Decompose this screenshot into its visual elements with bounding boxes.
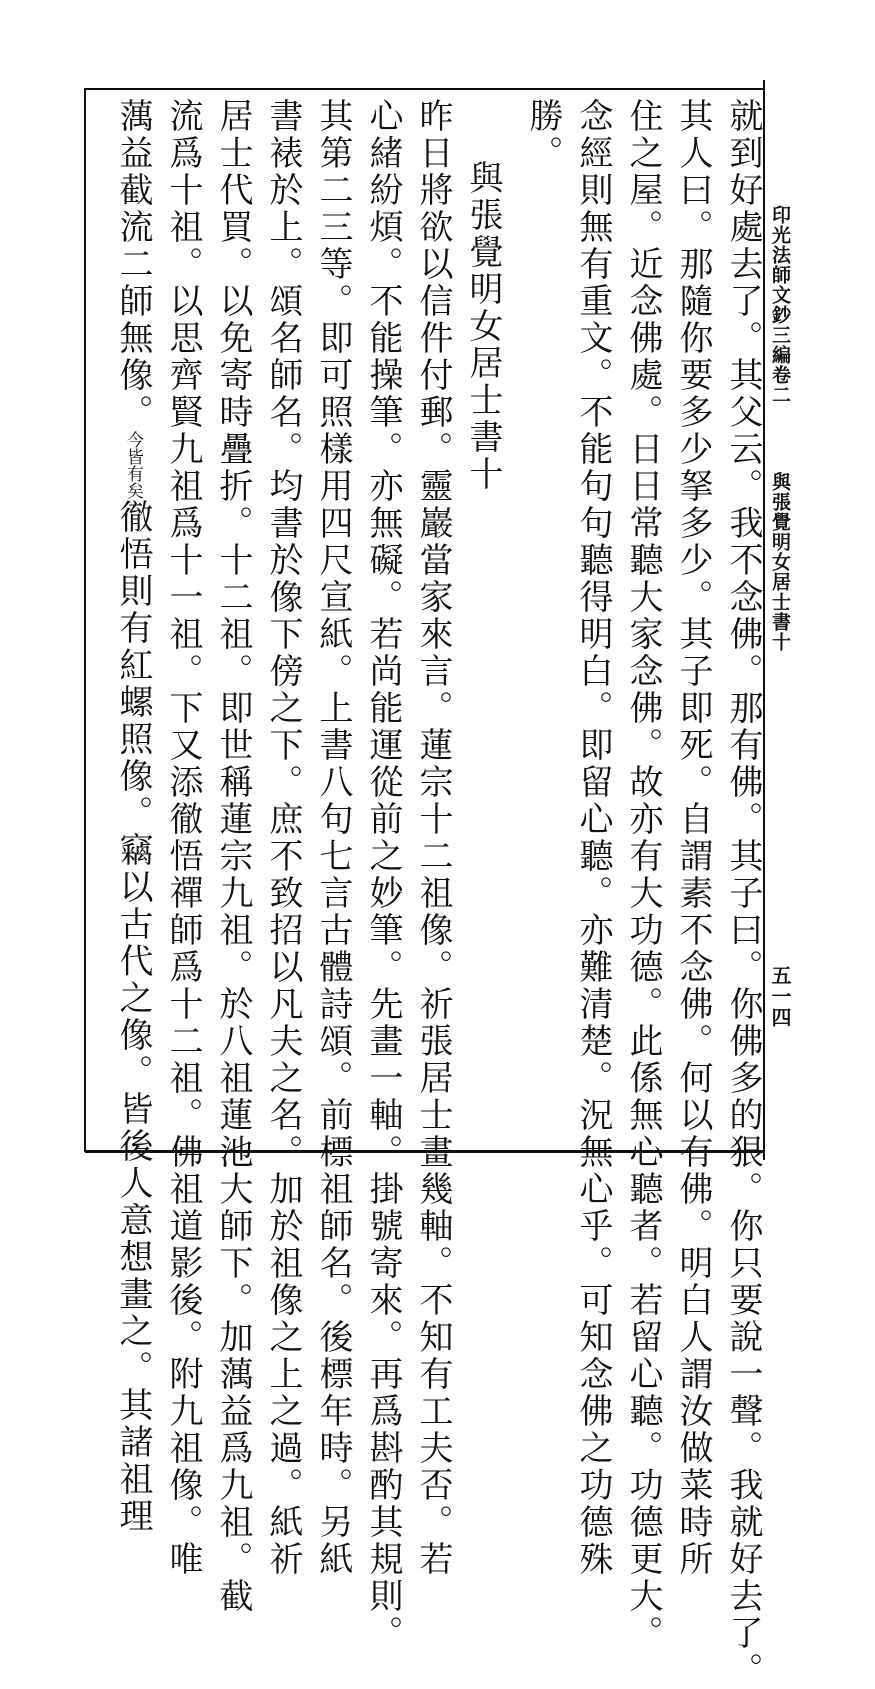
letter-heading: 與張覺明女居士書十 bbox=[463, 160, 503, 493]
frame-top-line bbox=[85, 88, 765, 90]
text-column-7: 昨日將欲以信件付郵。靈巖當家來言。蓮宗十二祖像。祈張居士畫幾軸。不知有工夫否。若 bbox=[413, 98, 453, 1578]
running-head-section-title: 與張覺明女居士書十 bbox=[769, 472, 791, 652]
text-column-8: 心緒紛煩。不能操筆。亦無礙。若尚能運從前之妙筆。先畫一軸。掛號寄來。再爲斟酌其規則。 bbox=[363, 98, 403, 1652]
text-column-5: 勝。 bbox=[523, 98, 563, 172]
page-number: 五一四 bbox=[768, 965, 792, 1028]
text-column-9: 其第二三等。即可照樣用四尺宣紙。上書八句七言古體詩頌。前標祖師名。後標年時。另紙 bbox=[313, 98, 353, 1578]
text-column-3: 住之屋。近念佛處。日日常聽大家念佛。故亦有大功德。此係無心聽者。若留心聽。功德更大。 bbox=[623, 98, 663, 1652]
running-head-book-title: 印光法師文鈔三編卷二 bbox=[769, 205, 791, 405]
text-column-13-tail: 徹悟則有紅螺照像。竊以古代之像。皆後人意想畫之。其諸祖理 bbox=[113, 499, 153, 1535]
text-column-13-main: 蕅益截流二師無像。 bbox=[113, 98, 153, 431]
text-column-2: 其人曰。那隨你要多少拏多少。其子即死。自謂素不念佛。何以有佛。明白人謂汝做菜時所 bbox=[673, 98, 713, 1578]
frame-left-line bbox=[84, 88, 86, 1152]
text-column-12: 流爲十祖。以思齊賢九祖爲十一祖。下又添徹悟禪師爲十二祖。佛祖道影後。附九祖像。唯 bbox=[163, 98, 203, 1578]
interlinear-note: 今皆有矣 bbox=[123, 431, 143, 499]
text-column-4: 念經則無有重文。不能句句聽得明白。即留心聽。亦難清楚。況無心乎。可知念佛之功德殊 bbox=[573, 98, 613, 1578]
text-column-11: 居士代買。以免寄時疊折。十二祖。即世稱蓮宗九祖。於八祖蓮池大師下。加蕅益爲九祖。截 bbox=[213, 98, 253, 1615]
text-column-13 bbox=[112, 98, 154, 1535]
text-column-10: 書裱於上。頌名師名。均書於像下傍之下。庶不致招以凡夫之名。加於祖像之上之過。紙祈 bbox=[263, 98, 303, 1578]
text-column-1: 就到好處去了。其父云。我不念佛。那有佛。其子曰。你佛多的狠。你只要說一聲。我就好去了。 bbox=[723, 98, 763, 1689]
